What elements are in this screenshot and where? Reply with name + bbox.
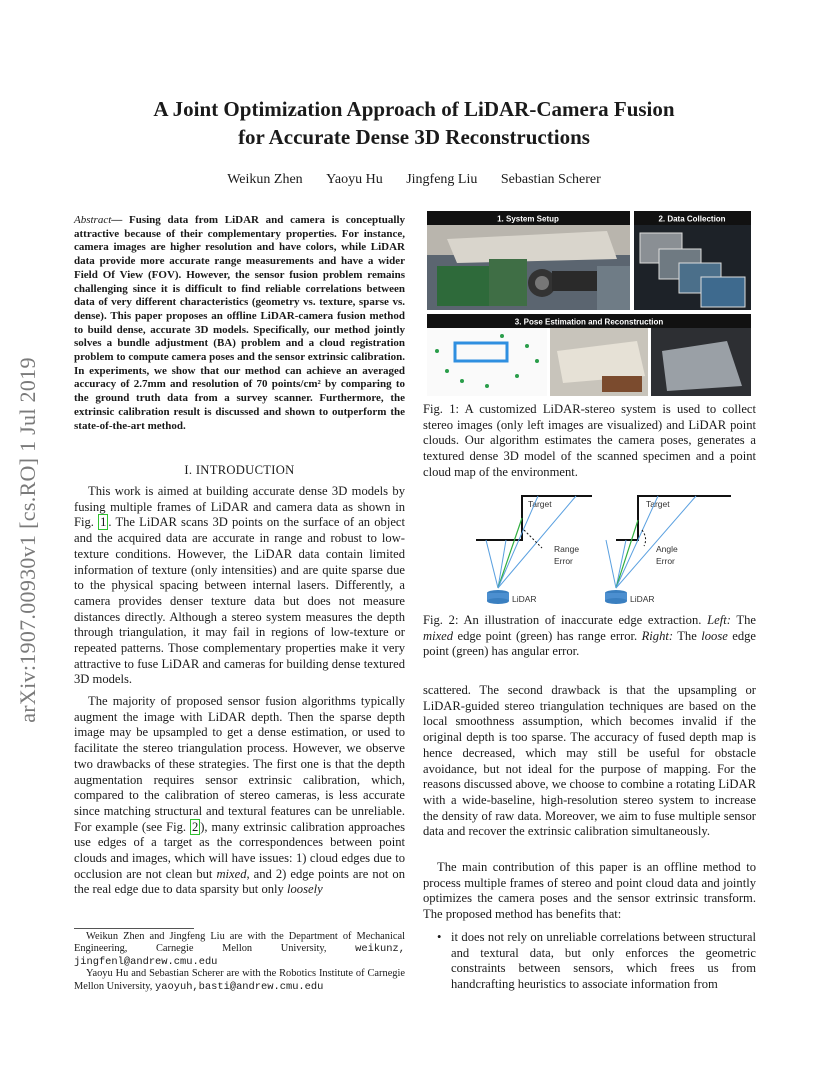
- author-list: [80, 172, 748, 188]
- bullet-item-1: it does not rely on unreliable correlations between structural and textural data, but only enforces the geometric constraints between sensors, which frees us from handcrafting heuristics to associate information from: [451, 930, 756, 992]
- author-2: Yaoyu Hu: [326, 172, 383, 187]
- footnote-rule: [74, 928, 194, 929]
- footnotes: [74, 931, 405, 993]
- intro-p1-text-a: This work is aimed at building accurate dense 3D models by fusing multiple frames of LiDAR and camera data as shown in Fig.: [74, 484, 405, 530]
- author-4: Sebastian Scherer: [500, 172, 601, 187]
- figure-1: [427, 211, 751, 396]
- footnote-1-emails[interactable]: weikunz, jingfenl@andrew.cmu.edu: [74, 943, 405, 968]
- fig2-left-panel: [476, 496, 592, 604]
- fig2-caption-mixed: mixed: [423, 628, 454, 643]
- arxiv-stamp-text: arXiv:1907.00930v1 [cs.RO] 1 Jul 2019: [15, 357, 40, 723]
- figure-2-caption: [423, 613, 756, 660]
- fig2-angle-error-line2: Error: [656, 556, 675, 566]
- fig2-right-panel: [605, 496, 731, 604]
- fig2-caption-c: edge point (green) has range error.: [457, 628, 638, 643]
- abstract-text: — Fusing data from LiDAR and camera is conceptually attractive because of their complementary properties. For instance, camera images are higher resolution and have colors, while LiDAR data provide more accurate range measurements and have a wider Field Of View (FOV). However, the sensor fusion problem remains challenging since it is difficult to find reliable correlations between data of very different characteristics (geometry vs. texture, sparse vs. dense). This paper proposes an offline LiDAR-camera fusion method to build dense, accurate 3D models. Specifically, our method jointly solves a bundle adjustment (BA) problem and a cloud registration problem to compute camera poses and the sensor extrinsic calibration. In experiments, we show that our method can achieve an averaged accuracy of 2.7mm and resolution of 70 points/cm² by comparing to the ground truth data from a survey scanner. Furthermore, the extrinsic calibration result is discussed and shown to outperform the state-of-the-art method.: [74, 214, 405, 432]
- intro-p2-em-mixed: mixed: [216, 866, 247, 881]
- paper-title: [80, 95, 748, 151]
- fig2-reference-link[interactable]: 2: [191, 819, 199, 834]
- abstract: [74, 214, 405, 433]
- intro-p2-text-a: The majority of proposed sensor fusion algorithms typically augment the image with LiDAR depth. Then the sparse depth image may be upsampled to get a dense estimation, or used to facilitate the stereo triangulation process. However, we observe two drawbacks of these strategies. The first one is that the depth augmentation requires sensor extrinsic calibration, which, compared to the calibration of stereo cameras, is less accurate since matching structural and textural features can be unreliable. For example (see Fig.: [74, 694, 405, 834]
- footnote-2: [74, 968, 405, 993]
- footnote-1-text: Weikun Zhen and Jingfeng Liu are with the Department of Mechanical Engineering, Carnegie Mellon University,: [74, 931, 405, 955]
- fig2-caption-a: Fig. 2: An illustration of inaccurate edge extraction.: [423, 613, 702, 627]
- footnote-2-emails[interactable]: yaoyuh,basti@andrew.cmu.edu: [155, 980, 324, 993]
- fig2-left-target-label: Target: [528, 499, 552, 509]
- fig2-angle-error-line1: Angle: [656, 544, 678, 554]
- intro-paragraph-1: [74, 484, 405, 688]
- figure-2: [466, 490, 736, 608]
- bullet-dot-icon: •: [437, 930, 442, 944]
- arxiv-stamp: [8, 300, 48, 780]
- fig2-caption-b: The: [736, 613, 756, 627]
- fig2-right-target-label: Target: [646, 499, 670, 509]
- intro-p2-em-loosely: loosely: [287, 882, 323, 897]
- fig2-caption-loose: loose: [701, 628, 728, 643]
- author-3: Jingfeng Liu: [406, 172, 478, 187]
- section-heading-introduction: I. INTRODUCTION: [184, 463, 295, 477]
- fig1-panel2-title: 2. Data Collection: [658, 214, 726, 224]
- fig1-reference-link[interactable]: 1: [100, 515, 107, 530]
- author-1: Weikun Zhen: [227, 172, 303, 187]
- title-line-1: A Joint Optimization Approach of LiDAR-Camera Fusion: [153, 97, 675, 121]
- right-paragraph-2: The main contribution of this paper is an offline method to process multiple frames of stereo and point cloud data and jointly optimizes the camera poses and the sensor extrinsic transform. The proposed method has benefits that:: [423, 860, 756, 922]
- intro-p1-text-b: . The LiDAR scans 3D points on the surface of an object and the acquired data are accurate in range and robust to low-texture conditions. However, the LiDAR data contain limited information of texture (only intensities) and are quite sparse due to the physical spacing between internal lasers. Differently, a camera provides denser texture data but does not measure distances directly. Although a stereo system measures the depth through triangulation, it may fail in regions of low-texture or repeated patterns. Those complementary properties make it very attractive to fuse LiDAR and cameras for building dense textured 3D models.: [74, 515, 406, 687]
- fig2-caption-left: Left:: [707, 613, 731, 627]
- fig2-lidar-left-label: LiDAR: [512, 594, 537, 604]
- intro-p2-text-b: ), many extrinsic calibration approaches use edges of a target as the correspondences between point clouds and images, which will have issues: 1) cloud edges due to occlusion are not clean but: [74, 819, 405, 881]
- fig1-panel1-title: 1. System Setup: [497, 214, 559, 224]
- footnote-2-text: Yaoyu Hu and Sebastian Scherer are with the Robotics Institute of Carnegie Mellon University,: [74, 968, 405, 992]
- fig1-panel3-title: 3. Pose Estimation and Reconstruction: [514, 317, 664, 327]
- right-paragraph-1: scattered. The second drawback is that the upsampling or LiDAR-guided stereo triangulation techniques are based on the local smoothness assumption, which becomes invalid if the original depth is too sparse. The accuracy of fused depth map is hence decreased, which may still be useful for obstacle avoidance, but not ideal for the purpose of mapping. For the reasons discussed above, we choose to combine a rotating LiDAR with a wide-baseline, high-resolution stereo system to increase the density of raw data. Moreover, we aim to fuse multiple sensor data and recover the extrinsic calibration simultaneously.: [423, 683, 756, 839]
- fig2-caption-d: The: [677, 628, 697, 643]
- figure-1-caption: Fig. 1: A customized LiDAR-stereo system is used to collect stereo images (only left images are visualized) and LiDAR point clouds. Our algorithm estimates the camera poses, generates a textured dense 3D model of the scanned specimen and a point cloud map of the environment.: [423, 402, 756, 479]
- fig2-caption-right: Right:: [641, 628, 674, 643]
- title-line-2: for Accurate Dense 3D Reconstructions: [238, 125, 590, 149]
- fig2-lidar-right-label: LiDAR: [630, 594, 655, 604]
- fig2-range-error-line2: Error: [554, 556, 573, 566]
- intro-paragraph-2: [74, 694, 405, 898]
- intro-p2-text-c: , and 2) edge points are not on the real edge due to data sparsity but only: [74, 866, 406, 897]
- fig2-caption-e: edge point (green) has angular error.: [423, 628, 757, 659]
- footnote-1: [74, 931, 405, 968]
- fig2-range-error-line1: Range: [554, 544, 580, 554]
- abstract-label: Abstract: [74, 214, 112, 226]
